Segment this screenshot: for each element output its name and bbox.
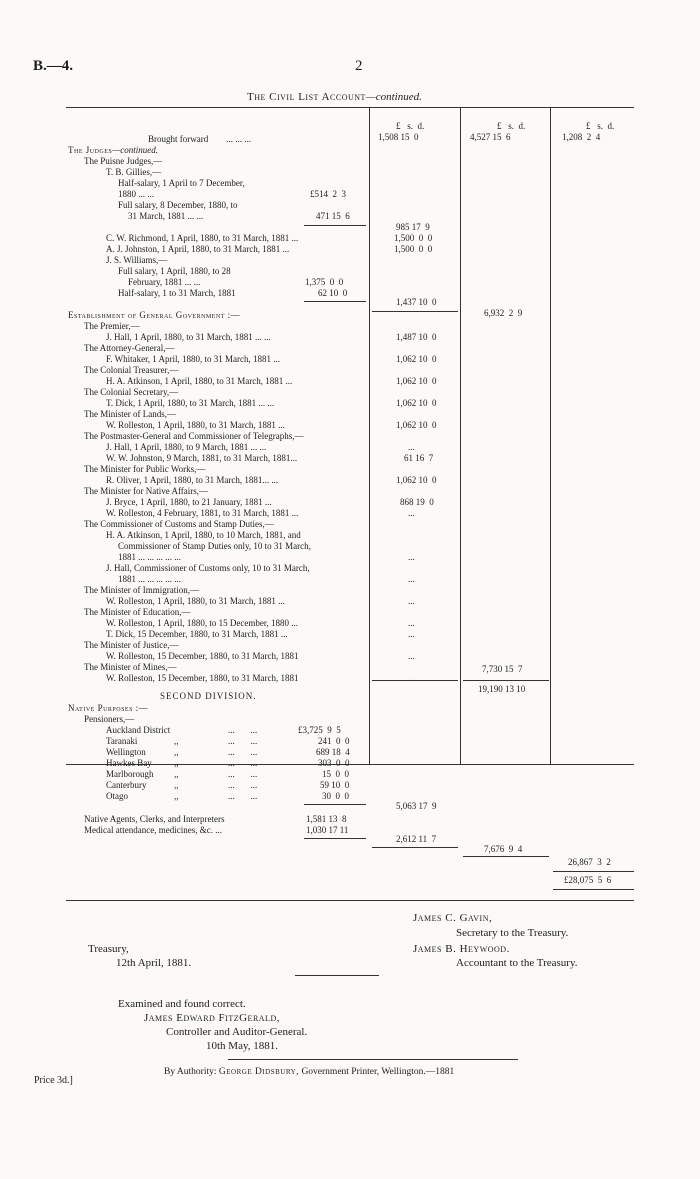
pension-auckland: Auckland District — [106, 725, 171, 735]
fitzgerald-date: 10th May, 1881. — [206, 1040, 279, 1052]
gavin-name: James C. Gavin, — [413, 912, 493, 924]
attorney-amount: 1,062 10 0 — [396, 354, 437, 364]
immigration-amount: ... — [408, 596, 415, 606]
col3-header: £ s. d. — [586, 121, 615, 131]
table-top-rule — [66, 107, 634, 108]
pension-ditto-hawkes-bay: ,, — [174, 758, 179, 768]
justice-amount: ... — [408, 651, 415, 661]
native-rolleston: W. Rolleston, 4 February, 1881, to 31 March, 1881 ... — [106, 508, 299, 518]
secretary-person: T. Dick, 1 April, 1880, to 31 March, 1881 ... ... — [106, 398, 275, 408]
price-note: Price 3d.] — [34, 1075, 73, 1086]
page-title-continued: —continued. — [365, 91, 422, 103]
customs-atkinson-3: 1881 ... ... ... ... ... — [118, 552, 181, 562]
customs-hall-2: 1881 ... ... ... ... ... — [118, 574, 181, 584]
richmond-amount: 1,500 0 0 — [394, 233, 433, 243]
treasury-place: Treasury, — [88, 943, 129, 955]
col1-brought-forward: 1,508 15 0 — [378, 132, 419, 142]
gillies-name: T. B. Gillies,— — [106, 167, 162, 177]
brought-forward-label: Brought forward ... ... ... — [148, 134, 251, 144]
postmaster-hall-amount: ... — [408, 442, 415, 452]
pension-marlborough-amount: 15 0 0 — [322, 769, 349, 779]
pension-dots-taranaki: ... ... — [228, 736, 258, 746]
immigration-person: W. Rolleston, 1 April, 1880, to 31 March, 1881 ... — [106, 596, 285, 606]
printer-rest: Government Printer, Wellington.—1881 — [301, 1067, 455, 1077]
pension-otago-amount: 30 0 0 — [322, 791, 349, 801]
williams-half: Half-salary, 1 to 31 March, 1881 — [118, 288, 236, 298]
establishment-section-total: 7,730 15 7 — [482, 664, 523, 674]
pension-ditto-wellington: ,, — [174, 747, 179, 757]
postmaster-johnston-amount: 61 16 7 — [404, 453, 434, 463]
williams-full-2: February, 1881 ... ... — [128, 277, 201, 287]
establishment-heading: Establishment of General Government :— — [68, 310, 241, 320]
judges-heading: The Judges—continued. — [68, 145, 158, 155]
johnston-row: A. J. Johnston, 1 April, 1880, to 31 March, 1881 ... — [106, 244, 290, 254]
second-division-heading: SECOND DIVISION. — [160, 691, 257, 701]
pension-ditto-otago: ,, — [174, 791, 179, 801]
pensions-total: 5,063 17 9 — [396, 801, 437, 811]
second-col1-rule — [372, 847, 458, 848]
page-title — [247, 91, 422, 103]
treasurer-office: The Colonial Treasurer,— — [84, 365, 179, 375]
customs-atkinson-1: H. A. Atkinson, 1 April, 1880, to 10 March, 1881, and — [106, 530, 301, 540]
grand-total: £28,075 5 6 — [564, 875, 612, 885]
page-number: 2 — [355, 58, 363, 74]
native-agents-amount: 1,581 13 8 — [306, 814, 347, 824]
other-sum-rule — [304, 838, 366, 839]
col3-total: 26,867 3 2 — [568, 857, 611, 867]
public-works-person: R. Oliver, 1 April, 1880, to 31 March, 1881... ... — [106, 475, 279, 485]
gillies-full-salary-2: 31 March, 1881 ... ... — [128, 211, 204, 221]
col3-brought-forward: 1,208 2 4 — [562, 132, 601, 142]
native-bryce-amount: 868 19 0 — [400, 497, 434, 507]
native-bryce: J. Bryce, 1 April, 1880, to 21 January, 1881 ... — [106, 497, 272, 507]
treasury-date: 12th April, 1881. — [116, 957, 192, 969]
postmaster-hall: J. Hall, 1 April, 1880, to 9 March, 1881 ... ... — [106, 442, 267, 452]
pension-canterbury-amount: 59 10 0 — [320, 780, 350, 790]
grand-total-rule-top — [553, 871, 634, 872]
public-works-office: The Minister for Public Works,— — [84, 464, 206, 474]
gillies-sum-rule — [304, 225, 366, 226]
mines-person: W. Rolleston, 15 December, 1880, to 31 March, 1881 — [106, 673, 299, 683]
pension-dots-marlborough: ... ... — [228, 769, 258, 779]
pension-ditto-marlborough: ,, — [174, 769, 179, 779]
justice-office: The Minister of Justice,— — [84, 640, 179, 650]
lands-office: The Minister of Lands,— — [84, 409, 176, 419]
pension-auckland-amount: £3,725 9 5 — [298, 725, 341, 735]
judges-col1-rule — [372, 311, 458, 312]
pension-taranaki: Taranaki — [106, 736, 138, 746]
pension-otago: Otago — [106, 791, 128, 801]
lands-amount: 1,062 10 0 — [396, 420, 437, 430]
johnston-amount: 1,500 0 0 — [394, 244, 433, 254]
public-works-amount: 1,062 10 0 — [396, 475, 437, 485]
customs-atkinson-2: Commissioner of Stamp Duties only, 10 to 31 March, — [118, 541, 311, 551]
heywood-title: Accountant to the Treasury. — [456, 957, 578, 969]
pensioners-label: Pensioners,— — [84, 714, 135, 724]
pension-wellington-amount: 689 18 4 — [316, 747, 350, 757]
pensions-sum-rule — [304, 804, 366, 805]
pension-hawkes-bay-amount: 303 0 0 — [318, 758, 350, 768]
document-reference: B.—4. — [33, 58, 74, 74]
education-rolleston: W. Rolleston, 1 April, 1880, to 15 December, 1880 ... — [106, 618, 299, 628]
postmaster-office: The Postmaster-General and Commissioner of Telegraphs,— — [84, 431, 304, 441]
establishment-col2-rule — [463, 680, 549, 681]
pension-ditto-canterbury: ,, — [174, 780, 179, 790]
fitzgerald-name: James Edward FitzGerald, — [144, 1012, 280, 1024]
pension-marlborough: Marlborough — [106, 769, 154, 779]
mines-amount: ... — [408, 673, 415, 683]
mines-office: The Minister of Mines,— — [84, 662, 177, 672]
pension-dots-hawkes-bay: ... ... — [228, 758, 258, 768]
native-agents: Native Agents, Clerks, and Interpreters — [84, 814, 225, 824]
pension-dots-canterbury: ... ... — [228, 780, 258, 790]
page-title-main: The Civil List Account — [247, 91, 366, 103]
fitzgerald-title: Controller and Auditor-General. — [166, 1026, 308, 1038]
section-separator — [66, 900, 634, 901]
attorney-person: F. Whitaker, 1 April, 1880, to 31 March, 1881 ... — [106, 354, 280, 364]
gillies-half-salary-2: 1880 ... ... — [118, 189, 154, 199]
premier-office: The Premier,— — [84, 321, 140, 331]
pension-canterbury: Canterbury — [106, 780, 147, 790]
premier-person: J. Hall, 1 April, 1880, to 31 March, 1881 ... ... — [106, 332, 271, 342]
customs-hall-amount: ... — [408, 574, 415, 584]
authority-prefix: By Authority: — [164, 1067, 217, 1077]
customs-office: The Commissioner of Customs and Stamp Duties,— — [84, 519, 274, 529]
printer-imprint — [164, 1067, 454, 1077]
lands-person: W. Rolleston, 1 April, 1880, to 31 March, 1881 ... — [106, 420, 285, 430]
treasurer-amount: 1,062 10 0 — [396, 376, 437, 386]
col1-header: £ s. d. — [396, 121, 425, 131]
second-col2-rule — [463, 856, 549, 857]
gillies-full-salary-amount: 471 15 6 — [316, 211, 350, 221]
short-rule — [295, 975, 379, 976]
gavin-title: Secretary to the Treasury. — [456, 927, 569, 939]
puisne-judges: The Puisne Judges,— — [84, 156, 163, 166]
williams-full-amount: 1,375 0 0 — [305, 277, 344, 287]
justice-person: W. Rolleston, 15 December, 1880, to 31 March, 1881 — [106, 651, 299, 661]
pension-ditto-taranaki: ,, — [174, 736, 179, 746]
footer-rule — [228, 1059, 518, 1060]
column-divider-1 — [369, 107, 370, 764]
gillies-total: 985 17 9 — [396, 222, 430, 232]
column-divider-3 — [550, 107, 551, 764]
pension-dots-otago: ... ... — [228, 791, 258, 801]
secretary-office: The Colonial Secretary,— — [84, 387, 179, 397]
secretary-amount: 1,062 10 0 — [396, 398, 437, 408]
grand-total-rule-bottom — [553, 889, 634, 890]
column-divider-2 — [460, 107, 461, 764]
printer-name: George Didsbury, — [218, 1067, 300, 1077]
heywood-name: James B. Heywood. — [413, 943, 510, 955]
medical-attendance-amount: 1,030 17 11 — [306, 825, 349, 835]
native-affairs-office: The Minister for Native Affairs,— — [84, 486, 209, 496]
judges-section-total: 6,932 2 9 — [484, 308, 523, 318]
gillies-half-salary-1: Half-salary, 1 April to 7 December, — [118, 178, 245, 188]
williams-total: 1,437 10 0 — [396, 297, 437, 307]
pension-dots-wellington: ... ... — [228, 747, 258, 757]
second-division-section-total: 7,676 9 4 — [484, 844, 523, 854]
establishment-col1-rule — [372, 680, 458, 681]
first-division-subtotal: 19,190 13 10 — [478, 684, 526, 694]
customs-hall-1: J. Hall, Commissioner of Customs only, 10 to 31 March, — [106, 563, 310, 573]
native-purposes-heading: Native Purposes :— — [68, 703, 149, 713]
col2-brought-forward: 4,527 15 6 — [470, 132, 511, 142]
gillies-half-salary-amount: £514 2 3 — [310, 189, 346, 199]
education-rolleston-amount: ... — [408, 618, 415, 628]
education-dick: T. Dick, 15 December, 1880, to 31 March, 1881 ... — [106, 629, 288, 639]
williams-half-amount: 62 10 0 — [318, 288, 348, 298]
williams-sum-rule — [304, 301, 366, 302]
education-dick-amount: ... — [408, 629, 415, 639]
other-total: 2,612 11 7 — [396, 834, 437, 844]
premier-amount: 1,487 10 0 — [396, 332, 437, 342]
treasurer-person: H. A. Atkinson, 1 April, 1880, to 31 March, 1881 ... — [106, 376, 293, 386]
williams-full-1: Full salary, 1 April, 1880, to 28 — [118, 266, 231, 276]
williams-name: J. S. Williams,— — [106, 255, 168, 265]
medical-attendance: Medical attendance, medicines, &c. ... — [84, 825, 222, 835]
attorney-office: The Attorney-General,— — [84, 343, 175, 353]
examined-statement: Examined and found correct. — [118, 998, 246, 1010]
pension-wellington: Wellington — [106, 747, 146, 757]
gillies-full-salary-1: Full salary, 8 December, 1880, to — [118, 200, 238, 210]
pension-dots-auckland: ... ... — [228, 725, 258, 735]
richmond-row: C. W. Richmond, 1 April, 1880, to 31 March, 1881 ... — [106, 233, 299, 243]
education-office: The Minister of Education,— — [84, 607, 191, 617]
customs-atkinson-amount: ... — [408, 552, 415, 562]
immigration-office: The Minister of Immigration,— — [84, 585, 199, 595]
pension-taranaki-amount: 241 0 0 — [318, 736, 350, 746]
postmaster-johnston: W. W. Johnston, 9 March, 1881, to 31 March, 1881... — [106, 453, 298, 463]
pension-hawkes-bay: Hawkes Bay — [106, 758, 152, 768]
col2-header: £ s. d. — [497, 121, 526, 131]
native-rolleston-amount: ... — [408, 508, 415, 518]
